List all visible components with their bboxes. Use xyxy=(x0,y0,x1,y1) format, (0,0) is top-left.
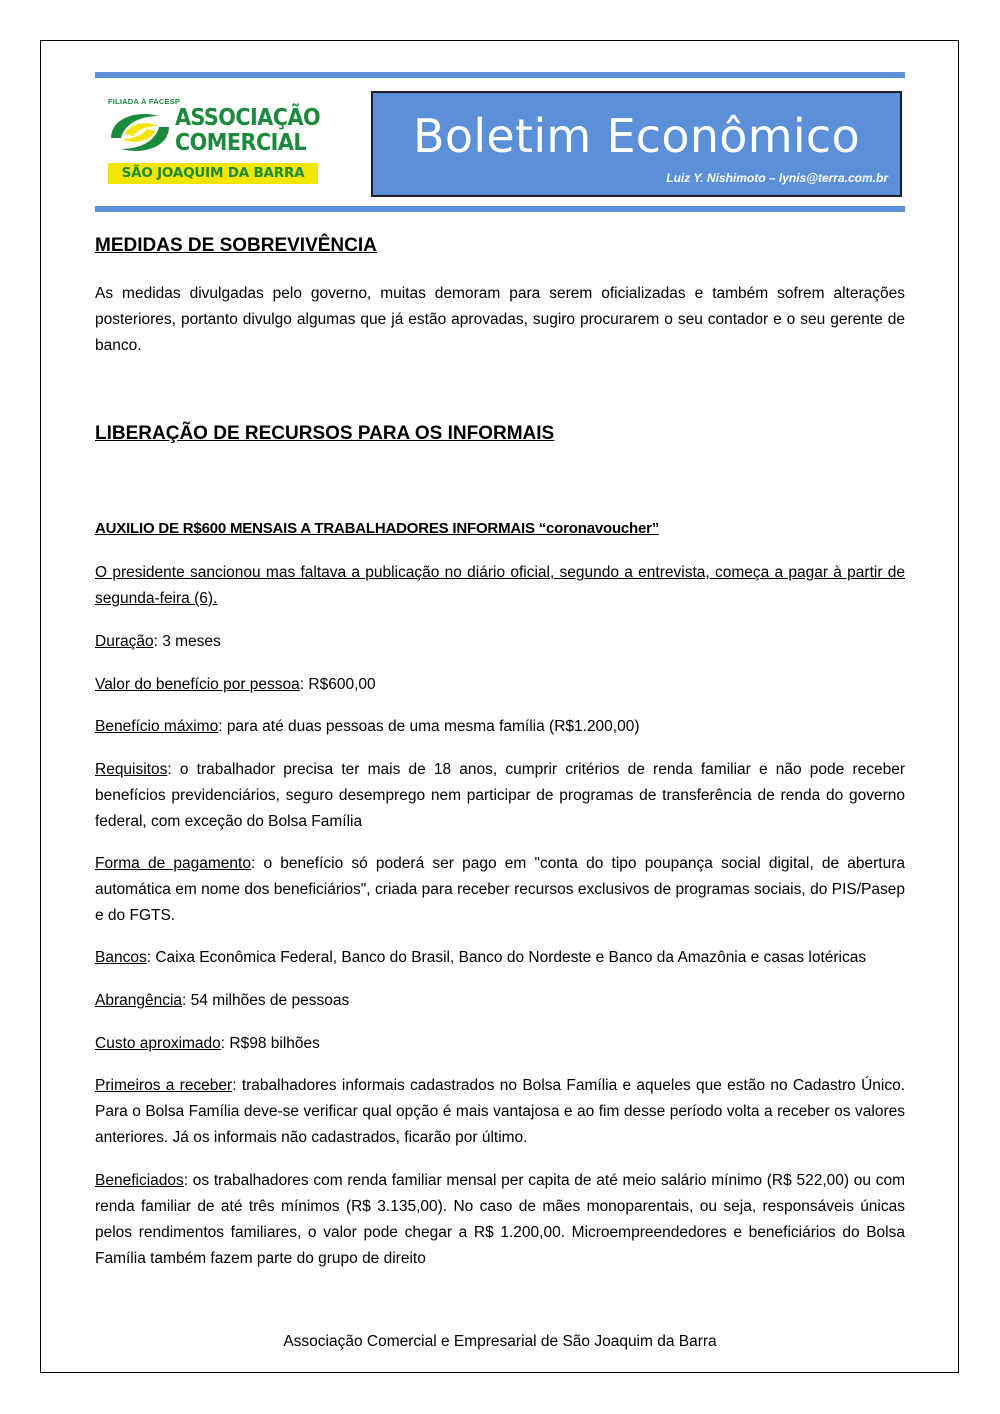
logo-line-comercial: COMERCIAL xyxy=(175,130,307,156)
paragraph-intro xyxy=(95,560,905,612)
item-label: Abrangência xyxy=(95,992,183,1009)
item-label: Bancos xyxy=(95,949,147,966)
item-text: : trabalhadores informais cadastrados no Bolsa Família e aqueles que estão no Cadastro Único. Para o Bolsa Família deve-se verificar qual opção é mais vantajosa e ao fim desse período volta a receber os valores anteriores. Já os informais não cadastrados, ficarão por último. xyxy=(95,1077,905,1146)
author-credit: Luiz Y. Nishimoto – lynis@terra.com.br xyxy=(666,171,888,185)
auxilio-intro: O presidente sancionou mas faltava a publicação no diário oficial, segundo a entrevista, começa a pagar à partir de segunda-feira (6). xyxy=(95,564,905,607)
heading-auxilio: AUXILIO DE R$600 MENSAIS A TRABALHADORES INFORMAIS “coronavoucher” xyxy=(95,520,660,537)
item-beneficiados xyxy=(95,1168,905,1272)
title-box xyxy=(371,91,902,197)
item-duracao xyxy=(95,629,905,655)
logo-filiada-text: FILIADA À FACESP xyxy=(108,97,181,106)
heading-medidas: MEDIDAS DE SOBREVIVÊNCIA xyxy=(95,235,377,256)
item-bancos xyxy=(95,945,905,971)
item-label: Primeiros a receber xyxy=(95,1077,233,1094)
item-text: : Caixa Econômica Federal, Banco do Brasil, Banco do Nordeste e Banco da Amazônia e casas lotéricas xyxy=(146,949,867,966)
association-logo xyxy=(103,97,321,187)
item-text: : R$600,00 xyxy=(299,676,376,693)
item-beneficio-maximo xyxy=(95,714,905,740)
section-medidas xyxy=(95,235,905,257)
item-label: Beneficiados xyxy=(95,1172,184,1189)
item-forma-pagamento xyxy=(95,851,905,929)
item-text: : os trabalhadores com renda familiar mensal per capita de até meio salário mínimo (R$ 522,00) ou com renda familiar de até três mínimos (R$ 3.135,00). No caso de mães monoparentais, ou seja, responsáveis únicas pelos rendimentos familiares, o valor pode chegar a R$ 1.200,00. Microempreendedores e beneficiários do Bolsa Família também fazem parte do grupo de direito xyxy=(95,1172,905,1267)
item-text: : o trabalhador precisa ter mais de 18 anos, cumprir critérios de renda familiar e não pode receber benefícios previdenciários, seguro desemprego nem participar de programas de transferência de renda do governo federal, com exceção do Bolsa Família xyxy=(95,761,905,830)
header-rule-top xyxy=(95,72,905,78)
paragraph-medidas xyxy=(95,281,905,359)
logo-swirl-icon xyxy=(107,108,173,157)
item-label: Forma de pagamento xyxy=(95,855,251,872)
item-label: Valor do benefício por pessoa xyxy=(95,676,300,693)
item-primeiros xyxy=(95,1073,905,1151)
item-valor xyxy=(95,672,905,698)
item-label: Custo aproximado xyxy=(95,1035,221,1052)
item-text: : R$98 bilhões xyxy=(220,1035,320,1052)
heading-liberacao: LIBERAÇÃO DE RECURSOS PARA OS INFORMAIS xyxy=(95,423,555,444)
item-label: Requisitos xyxy=(95,761,168,778)
item-abrangencia xyxy=(95,988,905,1014)
logo-line-associacao: ASSOCIAÇÃO xyxy=(175,105,321,131)
item-text: : 54 milhões de pessoas xyxy=(182,992,350,1009)
item-text: : o benefício só poderá ser pago em "conta do tipo poupança social digital, de abertura automática em nome dos beneficiários", criada para receber recursos exclusivos de programas sociais, do PIS/Pasep e do FGTS. xyxy=(95,855,905,924)
section-liberacao xyxy=(95,423,905,445)
section-auxilio xyxy=(95,520,905,537)
item-text: : 3 meses xyxy=(153,633,221,650)
page-title: Boletim Econômico xyxy=(413,109,860,163)
item-custo xyxy=(95,1031,905,1057)
item-requisitos xyxy=(95,757,905,835)
logo-city-bar: SÃO JOAQUIM DA BARRA xyxy=(108,163,318,184)
item-label: Duração xyxy=(95,633,154,650)
item-text: : para até duas pessoas de uma mesma família (R$1.200,00) xyxy=(218,718,640,735)
item-label: Benefício máximo xyxy=(95,718,219,735)
page-footer: Associação Comercial e Empresarial de São Joaquim da Barra xyxy=(283,1333,717,1350)
medidas-text: As medidas divulgadas pelo governo, muitas demoram para serem oficializadas e também sofrem alterações posteriores, portanto divulgo algumas que já estão aprovadas, sugiro procurarem o seu contador e o seu gerente de banco. xyxy=(95,285,905,354)
header-rule-bottom xyxy=(95,206,905,212)
